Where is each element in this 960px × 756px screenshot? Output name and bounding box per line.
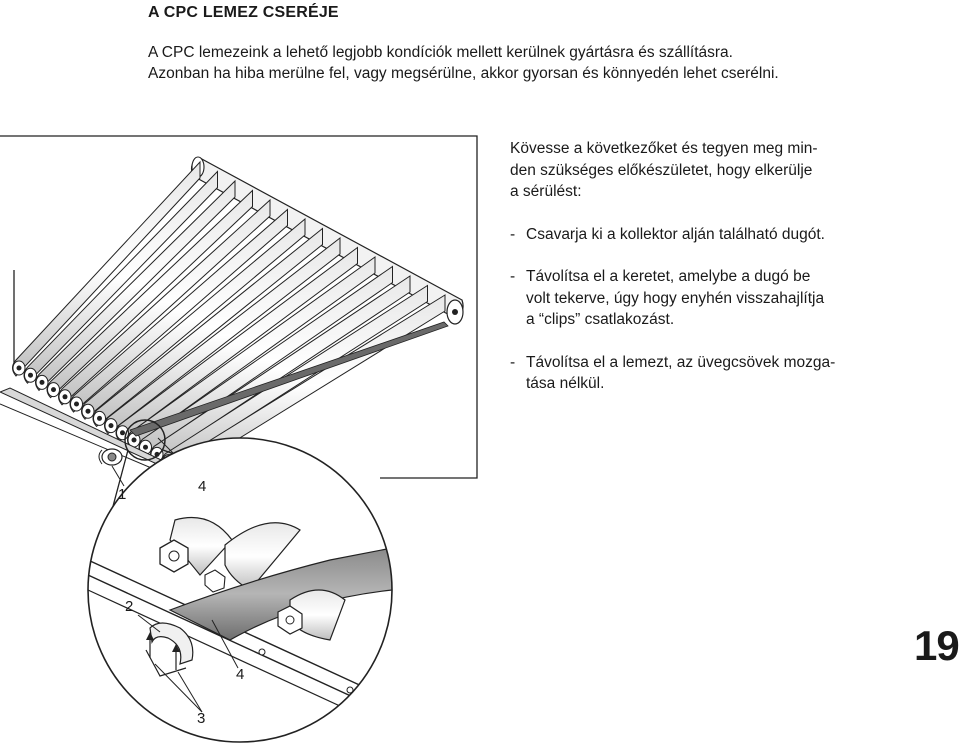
- step-line: volt tekerve, úgy hogy enyhén visszahajlítja: [526, 289, 825, 307]
- tube-end-bolt: [74, 402, 79, 407]
- intro-line: Azonban ha hiba merülne fel, vagy megsérülne, akkor gyorsan és könnyedén lehet cserélni.: [148, 65, 779, 82]
- tube-end-bolt: [97, 416, 102, 421]
- tube-end-bolt: [40, 380, 45, 385]
- step-dash: -: [510, 268, 516, 285]
- step-line: tása nélkül.: [526, 375, 605, 392]
- step-line: a “clips” csatlakozást.: [526, 311, 675, 328]
- tube-end-bolt: [86, 409, 91, 414]
- step-line: Csavarja ki a kollektor alján található dugót.: [526, 225, 825, 243]
- collector-panel: [0, 157, 463, 478]
- step-line: Távolítsa el a keretet, amelybe a dugó be: [526, 268, 811, 285]
- step-dash: -: [510, 353, 516, 371]
- tube-end-bolt: [109, 423, 114, 428]
- detail-circle-large: [88, 438, 392, 742]
- page-number: 19: [914, 622, 959, 669]
- tube-end-bolt: [17, 366, 22, 371]
- tube-end-bolt: [51, 387, 56, 392]
- callout-2: 2: [125, 598, 134, 615]
- tube-end-bolt: [63, 394, 68, 399]
- step-dash: -: [510, 225, 516, 243]
- tube-end-bolt: [120, 430, 125, 435]
- callout-1: 1: [118, 486, 127, 503]
- tube-end-bolt: [132, 438, 137, 443]
- tube-end-bolt: [143, 445, 148, 450]
- tube-end-bolt: [28, 373, 33, 378]
- page-title: A CPC LEMEZ CSERÉJE: [148, 4, 339, 21]
- callout-3: 3: [197, 710, 206, 727]
- instructions-lead-line: a sérülést:: [510, 183, 582, 200]
- plug-icon: [99, 449, 122, 465]
- instructions-lead-line: den szükséges előkészületet, hogy elkerülje: [510, 161, 813, 179]
- step-line: Távolítsa el a lemezt, az üvegcsövek mozga-: [526, 353, 836, 371]
- instructions-lead-line: Kövesse a következőket és tegyen meg min-: [510, 140, 818, 157]
- glass-tubes: [13, 162, 446, 477]
- callout-4: 4: [198, 478, 207, 495]
- intro-line: A CPC lemezeink a lehető legjobb kondíciók mellett kerülnek gyártásra és szállításra.: [148, 44, 733, 61]
- callout-4: 4: [236, 666, 245, 683]
